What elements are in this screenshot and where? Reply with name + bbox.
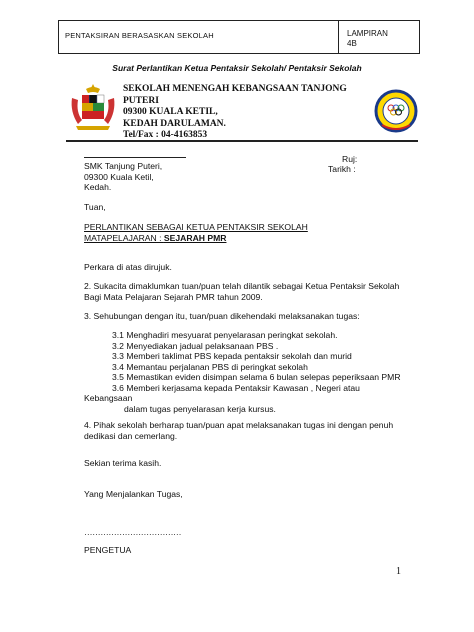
lampiran-label: LAMPIRAN (347, 29, 388, 38)
coat-of-arms-logo (66, 82, 120, 134)
ruj-label: Ruj: (342, 154, 358, 164)
subject-block (84, 222, 308, 243)
salutation: Tuan, (84, 202, 106, 212)
signature-line: ……………………………… (84, 527, 182, 537)
list-item: 3.3 Memberi taklimat PBS kepada pentaksir sekolah dan murid (112, 351, 352, 361)
list-item: 3.4 Memantau perjalanan PBS di peringkat sekolah (112, 361, 308, 372)
address-top-rule (84, 157, 186, 158)
subject-line2 (84, 233, 308, 244)
subject-line1: PERLANTIKAN SEBAGAI KETUA PENTAKSIR SEKOLAH (84, 222, 308, 232)
paragraph-2-line1: 2. Sukacita dimaklumkan tuan/puan telah dilantik sebagai Ketua Pentaksir Sekolah (84, 281, 400, 291)
paragraph-2 (84, 281, 424, 302)
school-phone: Tel/Fax : 04-4163853 (123, 130, 208, 140)
subject-prefix: MATAPELAJARAN : (84, 232, 164, 243)
address-line: 09300 Kuala Ketil, (84, 171, 154, 182)
list-item-wrap: Kebangsaan (84, 393, 133, 403)
school-address-line2: KEDAH DARULAMAN. (123, 118, 226, 129)
paragraph-1: Perkara di atas dirujuk. (84, 262, 172, 272)
subject-subject: SEJARAH PMR (163, 232, 227, 243)
list-item: 3.6 Memberi kerjasama kepada Pentaksir Kawasan , Negeri atau (112, 382, 360, 393)
school-address-line1: 09300 KUALA KETIL, (123, 107, 218, 117)
task-list (112, 330, 432, 393)
header-box (58, 20, 420, 54)
signatory-title: PENGETUA (84, 545, 132, 555)
paragraph-4 (84, 420, 424, 441)
header-right (341, 21, 425, 61)
paragraph-2-line2: Bagi Mata Pelajaran Sejarah PMR tahun 2009. (84, 291, 263, 302)
page-number: 1 (396, 566, 401, 577)
address-line: Kedah. (84, 182, 112, 192)
lampiran-number: 4B (347, 39, 357, 48)
recipient-address (84, 161, 162, 193)
closing-thanks: Sekian terima kasih. (84, 458, 162, 468)
list-item-wrap-indent: dalam tugas penyelarasan kerja kursus. (124, 404, 276, 414)
list-item: 3.5 Memastikan eviden disimpan selama 6 bulan selepas peperiksaan PMR (112, 372, 401, 382)
school-emblem-logo (374, 89, 418, 133)
list-item: 3.1 Menghadiri mesyuarat penyelarasan peringkat sekolah. (112, 330, 338, 340)
paragraph-4-line2: dedikasi dan cemerlang. (84, 430, 178, 441)
header-left: PENTAKSIRAN BERASASKAN SEKOLAH (59, 21, 339, 53)
letterhead-divider (66, 140, 418, 142)
address-line: SMK Tanjung Puteri, (84, 161, 163, 171)
closing-duty: Yang Menjalankan Tugas, (84, 489, 183, 499)
school-name: SEKOLAH MENENGAH KEBANGSAAN TANJONG PUTERI (123, 84, 347, 106)
list-item: 3.2 Menyediakan jadual pelaksanaan PBS . (112, 340, 279, 351)
tarikh-label: Tarikh : (328, 164, 356, 174)
school-letterhead (123, 84, 373, 142)
document-title: Surat Perlantikan Ketua Pentaksir Sekolah/ Pentaksir Sekolah (112, 63, 362, 73)
paragraph-4-line1: 4. Pihak sekolah berharap tuan/puan apat melaksanakan tugas ini dengan penuh (84, 420, 394, 430)
paragraph-3: 3. Sehubungan dengan itu, tuan/puan dikehendaki melaksanakan tugas: (84, 311, 360, 321)
